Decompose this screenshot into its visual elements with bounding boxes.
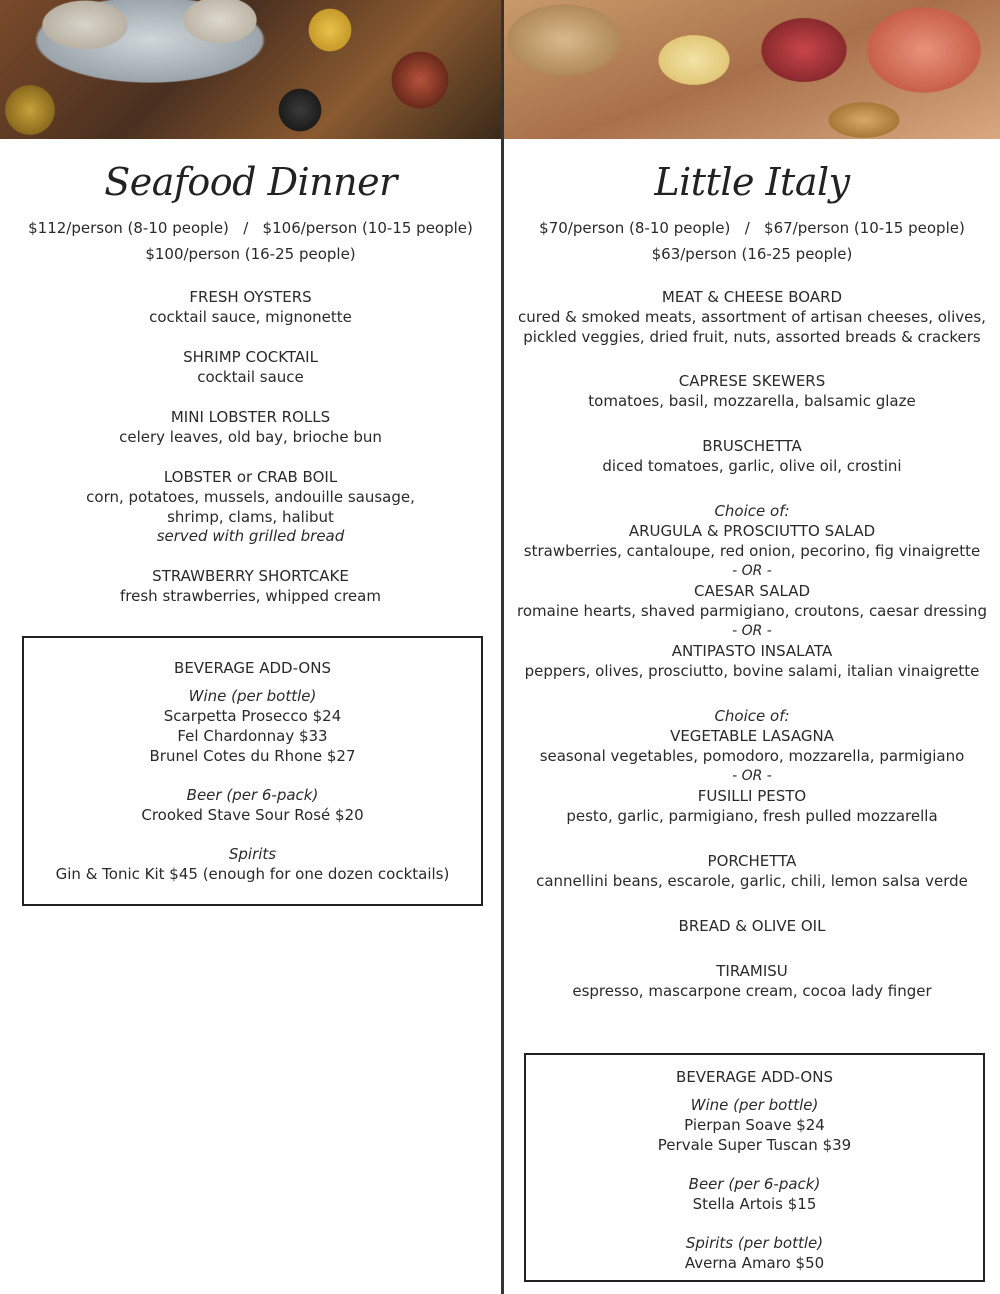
menu-item-desc: strawberries, cantaloupe, red onion, pecorino, fig vinaigrette — [523, 542, 981, 560]
italy-menu-items — [504, 287, 1000, 1001]
menu-item-name: SHRIMP COCKTAIL — [183, 348, 318, 366]
spirits-label: Spirits — [228, 845, 277, 863]
menu-item-name: ARUGULA & PROSCIUTTO SALAD — [628, 522, 876, 540]
wine-label: Wine (per bottle) — [690, 1096, 819, 1114]
or-separator: - OR - — [732, 563, 772, 579]
italy-price-line-2: $63/person (16-25 people) — [651, 245, 853, 263]
seafood-photo — [0, 0, 501, 139]
menu-item-name: BRUSCHETTA — [702, 437, 802, 455]
spirits-label: Spirits (per bottle) — [685, 1234, 824, 1252]
menu-item-name: BREAD & OLIVE OIL — [678, 917, 826, 935]
menu-item-name: FRESH OYSTERS — [189, 288, 312, 306]
menu-item-name: CAPRESE SKEWERS — [678, 372, 826, 390]
menu-item — [0, 287, 501, 327]
menu-item-desc: seasonal vegetables, pomodoro, mozzarella, parmigiano — [539, 747, 965, 765]
seafood-price-line-2: $100/person (16-25 people) — [145, 245, 356, 263]
menu-item-desc: cocktail sauce, mignonette — [149, 308, 352, 326]
seafood-price-line-1: $112/person (8-10 people) / $106/person (10-15 people) — [28, 219, 473, 237]
italy-photo — [504, 0, 1000, 139]
beverage-title: BEVERAGE ADD-ONS — [174, 659, 331, 677]
beverage-line: Stella Artois $15 — [692, 1195, 817, 1213]
seafood-menu-items — [0, 287, 501, 606]
menu-item-name: PORCHETTA — [707, 852, 797, 870]
italy-beverage-box — [524, 1053, 985, 1282]
menu-item-name: TIRAMISU — [716, 962, 788, 980]
menu-item-desc: cannellini beans, escarole, garlic, chili, lemon salsa verde — [536, 872, 968, 890]
menu-item-desc: espresso, mascarpone cream, cocoa lady finger — [572, 982, 932, 1000]
beverage-line: Pierpan Soave $24 — [684, 1116, 825, 1134]
salad-choice-group — [504, 501, 1000, 681]
menu-item — [504, 961, 1000, 1001]
menu-item-desc: romaine hearts, shaved parmigiano, croutons, caesar dressing — [517, 602, 987, 620]
menu-item-note: served with grilled bread — [156, 527, 345, 545]
beverage-line: Gin & Tonic Kit $45 (enough for one dozen cocktails) — [55, 865, 450, 883]
beer-group — [526, 1174, 983, 1214]
menu-item-name: MEAT & CHEESE BOARD — [661, 288, 843, 306]
beer-label: Beer (per 6-pack) — [186, 786, 319, 804]
menu-item-desc: cocktail sauce — [197, 368, 304, 386]
menu-item — [504, 851, 1000, 891]
or-separator: - OR - — [732, 623, 772, 639]
menu-item-name: VEGETABLE LASAGNA — [670, 727, 834, 745]
beer-group — [24, 785, 481, 825]
seafood-dinner-title: Seafood Dinner — [104, 160, 397, 204]
menu-item-desc: diced tomatoes, garlic, olive oil, crostini — [602, 457, 902, 475]
menu-item-name: FUSILLI PESTO — [697, 787, 807, 805]
main-choice-group — [504, 706, 1000, 826]
menu-item-desc: celery leaves, old bay, brioche bun — [119, 428, 382, 446]
menu-item-desc: peppers, olives, prosciutto, bovine salami, italian vinaigrette — [524, 662, 980, 680]
menu-item — [0, 407, 501, 447]
menu-item — [0, 467, 501, 546]
menu-item-name: ANTIPASTO INSALATA — [671, 642, 833, 660]
menu-item-desc: corn, potatoes, mussels, andouille sausage, — [86, 488, 415, 506]
menu-item — [504, 371, 1000, 411]
wine-group — [24, 686, 481, 766]
menu-item-desc: cured & smoked meats, assortment of artisan cheeses, olives, — [518, 308, 986, 326]
menu-item-desc: fresh strawberries, whipped cream — [120, 587, 381, 605]
menu-item-name: LOBSTER or CRAB BOIL — [163, 468, 338, 486]
menu-item-desc: tomatoes, basil, mozzarella, balsamic glaze — [588, 392, 916, 410]
menu-item — [504, 436, 1000, 476]
or-separator: - OR - — [732, 768, 772, 784]
little-italy-title: Little Italy — [654, 160, 850, 204]
beverage-line: Pervale Super Tuscan $39 — [657, 1136, 852, 1154]
menu-item-name: CAESAR SALAD — [693, 582, 811, 600]
spirits-group — [24, 844, 481, 884]
menu-item — [0, 347, 501, 387]
menu-item — [504, 287, 1000, 347]
menu-item-desc: pesto, garlic, parmigiano, fresh pulled mozzarella — [566, 807, 938, 825]
seafood-dinner-section — [0, 159, 501, 606]
menu-item-name: STRAWBERRY SHORTCAKE — [152, 567, 349, 585]
choice-label: Choice of: — [714, 707, 790, 725]
seafood-beverage-box — [22, 636, 483, 906]
beverage-line: Averna Amaro $50 — [684, 1254, 825, 1272]
wine-label: Wine (per bottle) — [188, 687, 317, 705]
menu-item — [504, 916, 1000, 936]
spirits-group — [526, 1233, 983, 1273]
beverage-title: BEVERAGE ADD-ONS — [676, 1068, 833, 1086]
beverage-line: Brunel Cotes du Rhone $27 — [149, 747, 356, 765]
wine-group — [526, 1095, 983, 1155]
beer-label: Beer (per 6-pack) — [688, 1175, 821, 1193]
beverage-line: Scarpetta Prosecco $24 — [163, 707, 342, 725]
beverage-line: Crooked Stave Sour Rosé $20 — [141, 806, 364, 824]
menu-item-desc: pickled veggies, dried fruit, nuts, assorted breads & crackers — [523, 328, 981, 346]
italy-price-line-1: $70/person (8-10 people) / $67/person (10-15 people) — [539, 219, 965, 237]
choice-label: Choice of: — [714, 502, 790, 520]
little-italy-section — [504, 159, 1000, 1001]
menu-item-name: MINI LOBSTER ROLLS — [170, 408, 331, 426]
menu-item-desc: shrimp, clams, halibut — [167, 508, 334, 526]
little-italy-column — [504, 0, 1000, 1294]
beverage-line: Fel Chardonnay $33 — [177, 727, 328, 745]
menu-item — [0, 566, 501, 606]
